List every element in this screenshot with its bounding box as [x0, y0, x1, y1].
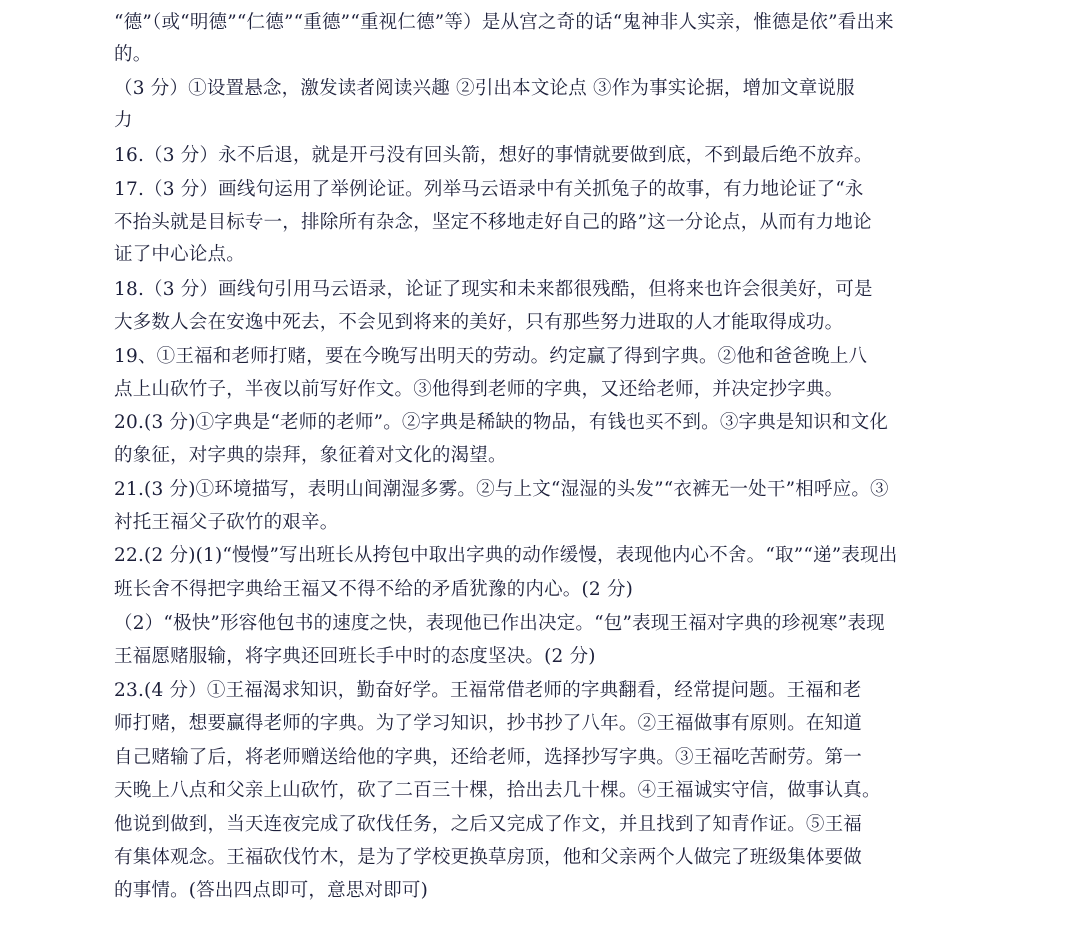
text-line-8: 证了中心论点。 [114, 244, 245, 265]
text-line-6: 17.（3 分）画线句运用了举例论证。列举马云语录中有关抓兔子的故事，有力地论证了“永 [114, 179, 864, 200]
text-line-11: 19、①王福和老师打赌，要在今晚写出明天的劳动。约定赢了得到字典。②他和爸爸晚上八 [114, 346, 868, 367]
text-line-7: 不抬头就是目标专一，排除所有杂念，坚定不移地走好自己的路”这一分论点，从而有力地论 [114, 212, 872, 233]
text-line-25: 他说到做到，当天连夜完成了砍伐任务，之后又完成了作文，并且找到了知青作证。⑤王福 [114, 814, 863, 835]
text-line-5: 16.（3 分）永不后退，就是开弓没有回头箭，想好的事情就要做到底，不到最后绝不放弃。 [114, 145, 873, 166]
text-line-20: 王福愿赌服输，将字典还回班长手中时的态度坚决。(2 分) [114, 646, 596, 667]
text-line-24: 天晚上八点和父亲上山砍竹，砍了二百三十棵，拾出去几十棵。④王福诚实守信，做事认真。 [114, 780, 881, 801]
text-line-13: 20.(3 分)①字典是“老师的老师”。②字典是稀缺的物品，有钱也买不到。③字典是知识和文化 [114, 412, 889, 433]
text-line-4: 力 [114, 110, 133, 131]
text-line-22: 师打赌，想要赢得老师的字典。为了学习知识，抄书抄了八年。②王福做事有原则。在知道 [114, 713, 863, 734]
text-line-23: 自己赌输了后，将老师赠送给他的字典，还给老师，选择抄写字典。③王福吃苦耐劳。第一 [114, 747, 863, 768]
text-line-17: 22.(2 分)(1)“慢慢”写出班长从挎包中取出字典的动作缓慢，表现他内心不舍。“取”“递”表现出 [114, 545, 898, 566]
text-line-9: 18.（3 分）画线句引用马云语录，论证了现实和未来都很残酷，但将来也许会很美好，可是 [114, 279, 873, 300]
text-line-21: 23.(4 分）①王福渴求知识，勤奋好学。王福常借老师的字典翻看，经常提问题。王福和老 [114, 680, 862, 701]
text-line-27: 的事情。(答出四点即可，意思对即可) [114, 880, 429, 901]
text-line-10: 大多数人会在安逸中死去，不会见到将来的美好，只有那些努力进取的人才能取得成功。 [114, 312, 844, 333]
text-line-12: 点上山砍竹子，半夜以前写好作文。③他得到老师的字典，又还给老师，并决定抄字典。 [114, 379, 844, 400]
text-line-3: （3 分）①设置悬念，激发读者阅读兴趣 ②引出本文论点 ③作为事实论据，增加文章说服 [114, 78, 855, 99]
text-line-19: （2）“极快”形容他包书的速度之快，表现他已作出决定。“包”表现王福对字典的珍视寒”表现 [114, 613, 885, 634]
text-line-18: 班长舍不得把字典给王福又不得不给的矛盾犹豫的内心。(2 分) [114, 579, 634, 600]
text-line-14: 的象征，对字典的崇拜，象征着对文化的渴望。 [114, 445, 507, 466]
text-line-16: 衬托王福父子砍竹的艰辛。 [114, 512, 339, 533]
text-line-15: 21.(3 分)①环境描写，表明山间潮湿多雾。②与上文“湿湿的头发”“衣裤无一处干”相呼应。③ [114, 479, 889, 500]
text-line-1: “德”（或“明德”“仁德”“重德”“重视仁德”等）是从宫之奇的话“鬼神非人实亲，惟德是依”看出来 [114, 12, 894, 33]
text-line-2: 的。 [114, 44, 152, 65]
text-line-26: 有集体观念。王福砍伐竹木，是为了学校更换草房顶，他和父亲两个人做完了班级集体要做 [114, 847, 863, 868]
